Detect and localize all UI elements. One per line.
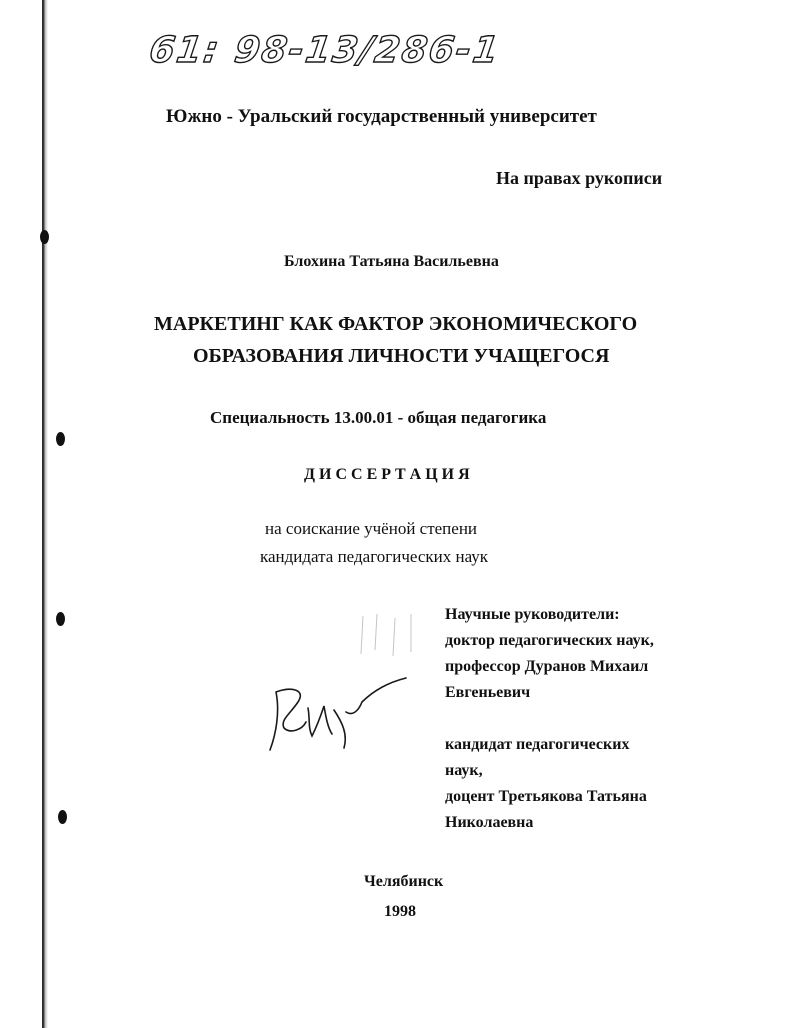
- thesis-title-line1: МАРКЕТИНГ КАК ФАКТОР ЭКОНОМИЧЕСКОГО: [154, 313, 638, 335]
- binding-hole: [40, 230, 49, 244]
- supervisor1-line: Евгеньевич: [445, 684, 531, 701]
- supervisor1-line: профессор Дуранов Михаил: [445, 658, 649, 675]
- supervisor2-line: Николаевна: [445, 814, 534, 831]
- binding-hole: [56, 612, 65, 626]
- rights-note: На правах рукописи: [496, 168, 663, 188]
- scan-binding-edge: [42, 0, 48, 1028]
- supervisor2-line: доцент Третьякова Татьяна: [445, 788, 647, 805]
- supervisor2-line: кандидат педагогических: [445, 736, 630, 753]
- degree-line1: на соискание учёной степени: [265, 519, 478, 538]
- archive-code-text: 61: 98-13/286-1: [146, 28, 504, 71]
- archive-code-handwritten: [146, 20, 504, 75]
- supervisors-heading: Научные руководители:: [445, 606, 620, 623]
- supervisor2-line: наук,: [445, 762, 483, 779]
- document-type: Д И С С Е Р Т А Ц И Я: [304, 466, 470, 483]
- degree-line2: кандидата педагогических наук: [260, 547, 489, 566]
- supervisor1-line: доктор педагогических наук,: [445, 632, 654, 649]
- binding-hole: [56, 432, 65, 446]
- specialty: Специальность 13.00.01 - общая педагогика: [210, 408, 547, 427]
- university-name: Южно - Уральский государственный университет: [166, 106, 597, 127]
- pencil-marks: [355, 610, 425, 660]
- signature: [262, 672, 412, 762]
- city: Челябинск: [364, 873, 444, 890]
- thesis-title-line2: ОБРАЗОВАНИЯ ЛИЧНОСТИ УЧАЩЕГОСЯ: [193, 345, 610, 367]
- binding-hole: [58, 810, 67, 824]
- author-name: Блохина Татьяна Васильевна: [284, 253, 499, 270]
- year: 1998: [384, 903, 416, 920]
